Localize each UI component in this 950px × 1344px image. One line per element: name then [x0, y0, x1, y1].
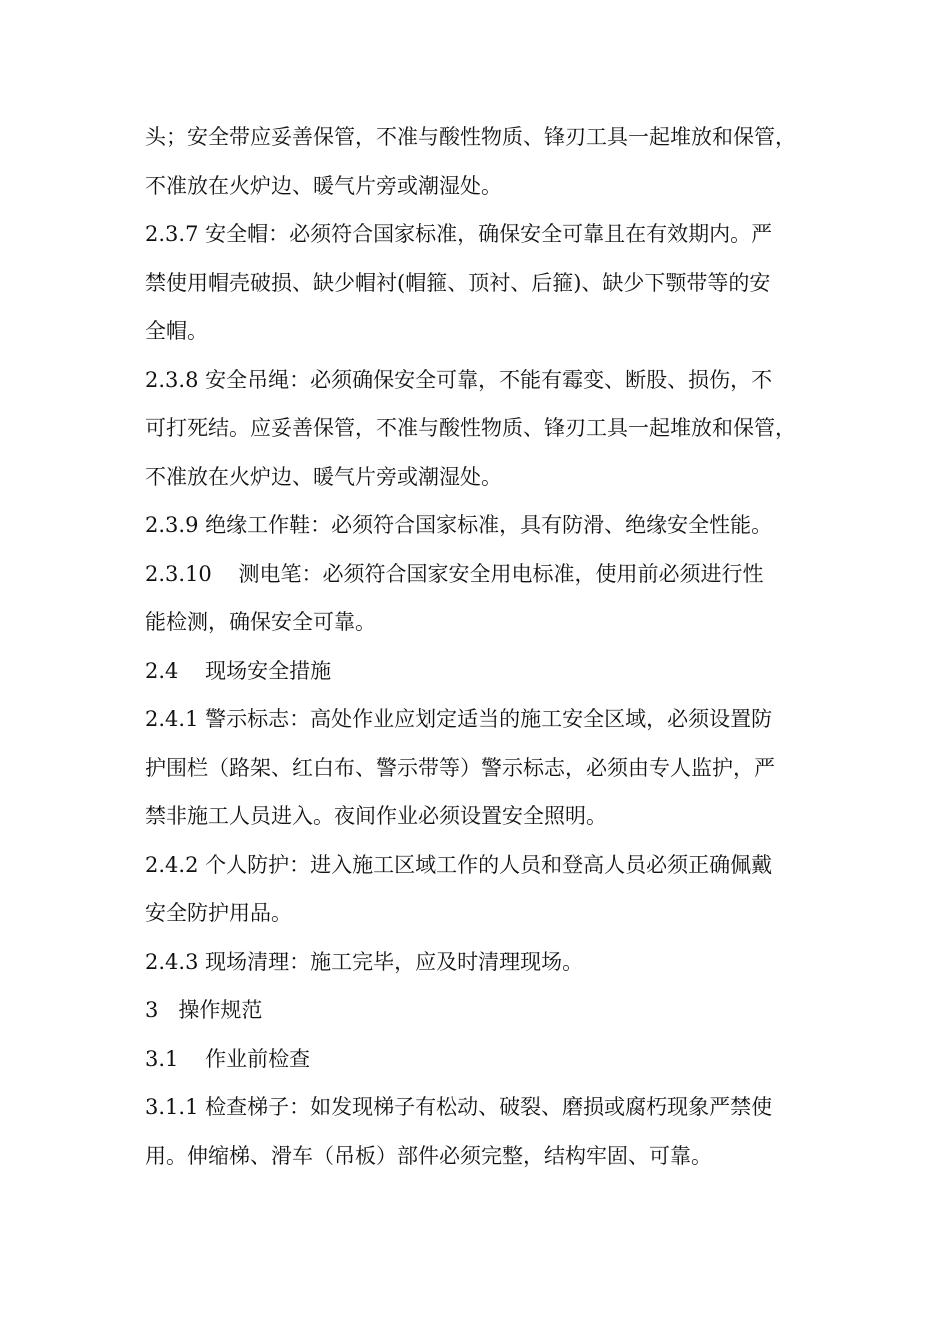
text-line: 2.3.7 安全帽：必须符合国家标准，确保安全可靠且在有效期内。严 [145, 222, 773, 246]
paragraph-safety-belt-storage [145, 113, 810, 210]
document-page [145, 113, 810, 1180]
paragraph-2-3-10-tester [145, 550, 810, 647]
paragraph-2-3-8-rope [145, 356, 810, 502]
section-heading: 3 操作规范 [145, 998, 263, 1022]
text-line: 2.4.1 警示标志：高处作业应划定适当的施工安全区域，必须设置防 [145, 707, 773, 731]
text-line: 不准放在火炉边、暖气片旁或潮湿处。 [145, 464, 502, 489]
text-line: 2.4.2 个人防护：进入施工区域工作的人员和登高人员必须正确佩戴 [145, 852, 773, 877]
paragraph-2-4-2-protection [145, 841, 810, 938]
text-line: 全帽。 [145, 319, 208, 343]
section-heading: 2.4 现场安全措施 [145, 658, 332, 683]
paragraph-3-1-1-ladder [145, 1083, 810, 1180]
text-line: 禁使用帽壳破损、缺少帽衬(帽箍、顶衬、后箍)、缺少下颚带等的安 [145, 270, 771, 295]
text-line: 护围栏（路架、红白布、警示带等）警示标志，必须由专人监护，严 [145, 755, 775, 780]
text-line: 可打死结。应妥善保管，不准与酸性物质、锋刃工具一起堆放和保管， [145, 416, 796, 440]
text-line: 头；安全带应妥善保管，不准与酸性物质、锋刃工具一起堆放和保管， [145, 125, 796, 149]
heading-2-4 [145, 647, 810, 696]
paragraph-2-3-7-helmet [145, 210, 810, 356]
text-line: 3.1.1 检查梯子：如发现梯子有松动、破裂、磨损或腐朽现象严禁使 [145, 1095, 773, 1119]
text-line: 不准放在火炉边、暖气片旁或潮湿处。 [145, 173, 502, 198]
heading-3-1 [145, 1035, 810, 1084]
text-line: 2.4.3 现场清理：施工完毕，应及时清理现场。 [145, 949, 584, 974]
heading-3 [145, 986, 810, 1035]
text-line: 2.3.10 测电笔：必须符合国家安全用电标准，使用前必须进行性 [145, 561, 764, 586]
paragraph-2-4-1-warning [145, 695, 810, 841]
text-line: 用。伸缩梯、滑车（吊板）部件必须完整，结构牢固、可靠。 [145, 1143, 712, 1168]
section-heading: 3.1 作业前检查 [145, 1046, 311, 1071]
text-line: 禁非施工人员进入。夜间作业必须设置安全照明。 [145, 804, 607, 828]
text-line: 2.3.8 安全吊绳：必须确保安全可靠，不能有霉变、断股、损伤，不 [145, 367, 773, 392]
text-line: 2.3.9 绝缘工作鞋：必须符合国家标准，具有防滑、绝缘安全性能。 [145, 513, 773, 537]
paragraph-2-3-9-shoes [145, 501, 810, 550]
text-line: 安全防护用品。 [145, 901, 292, 925]
text-line: 能检测，确保安全可靠。 [145, 610, 376, 634]
paragraph-2-4-3-cleanup [145, 938, 810, 987]
